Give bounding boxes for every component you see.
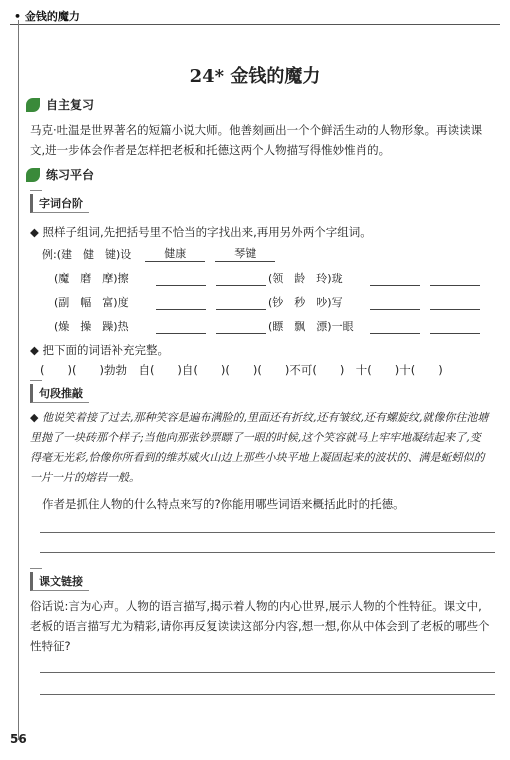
answer-blank[interactable] bbox=[370, 321, 420, 334]
word-item-text: (瞟 飘 漂)一眼 bbox=[268, 320, 354, 333]
example-row bbox=[42, 245, 275, 262]
answer-blank[interactable] bbox=[216, 297, 266, 310]
answer-blank[interactable] bbox=[216, 321, 266, 334]
answer-blank[interactable] bbox=[156, 321, 206, 334]
question-text: 作者是抓住人物的什么特点来写的?你能用哪些词语来概括此时的托德。 bbox=[42, 497, 405, 511]
section-practice bbox=[26, 166, 94, 183]
answer-line[interactable] bbox=[40, 672, 495, 673]
ciyu-instruction: ◆ 照样子组词,先把括号里不恰当的字找出来,再用另外两个字组词。 bbox=[30, 225, 372, 239]
answer-blank[interactable] bbox=[370, 273, 420, 286]
self-review-text: 马克·吐温是世界著名的短篇小说大师。他善刻画出一个个鲜活生动的人物形象。再读读课文,进一步体会作者是怎样把老板和托德这两个人物描写得惟妙惟肖的。 bbox=[30, 123, 483, 157]
section-title: 自主复习 bbox=[46, 98, 95, 112]
quoted-passage: ◆ 他说笑着接了过去,那种笑容是遍布满脸的,里面还有折纹,还有皱纹,还有螺旋纹,就像你往池塘里抛了一块砖那个样子;当他向那张钞票瞟了一眼的时候,这个笑容就马上牢牢地凝结起来了,变得毫无光彩,恰像你所看到的维苏威火山边上那些小块平地上凝固起来的波状的、满是蚯蚓似的一片一片的熔岩一般。 bbox=[30, 411, 489, 484]
answer-blank[interactable] bbox=[430, 273, 480, 286]
header-rule bbox=[10, 24, 500, 25]
word-item-text: (副 幅 富)度 bbox=[54, 296, 129, 309]
answer-line[interactable] bbox=[40, 532, 495, 533]
margin-rule bbox=[18, 20, 19, 740]
section-self-review bbox=[26, 96, 94, 113]
fill-row: ( )( )勃勃 自( )自( )( )( )不可( ) 十( )十( ) bbox=[40, 363, 443, 377]
leaf-icon bbox=[26, 98, 40, 112]
word-item-text: (魔 磨 摩)擦 bbox=[54, 272, 129, 285]
answer-line[interactable] bbox=[40, 694, 495, 695]
word-item bbox=[268, 318, 480, 334]
word-item bbox=[54, 294, 266, 310]
word-item bbox=[54, 318, 266, 334]
running-header: • 金钱的魔力 bbox=[14, 10, 80, 23]
answer-blank[interactable] bbox=[430, 321, 480, 334]
answer-blank[interactable] bbox=[156, 297, 206, 310]
example-prefix: 例:(建 健 键)设 bbox=[42, 248, 132, 261]
answer-line[interactable] bbox=[40, 552, 495, 553]
lesson-title: 24* 金钱的魔力 bbox=[189, 66, 321, 87]
fill-instruction: ◆ 把下面的词语补充完整。 bbox=[30, 343, 169, 357]
page-number: 56 bbox=[10, 732, 27, 746]
word-item-text: (钞 秒 吵)写 bbox=[268, 296, 343, 309]
word-item bbox=[54, 270, 266, 286]
example-answer-2: 琴键 bbox=[215, 245, 275, 262]
word-item bbox=[268, 294, 480, 310]
section-title: 练习平台 bbox=[46, 168, 95, 182]
answer-blank[interactable] bbox=[156, 273, 206, 286]
leaf-icon bbox=[26, 168, 40, 182]
answer-blank[interactable] bbox=[430, 297, 480, 310]
answer-blank[interactable] bbox=[216, 273, 266, 286]
word-item-text: (领 龄 玲)珑 bbox=[268, 272, 343, 285]
word-item bbox=[268, 270, 480, 286]
subsection-label-judaun: 句段推敲 bbox=[30, 384, 89, 403]
kewen-text: 俗话说:言为心声。人物的语言描写,揭示着人物的内心世界,展示人物的个性特征。课文中,老板的语言描写尤为精彩,请你再反复读读这部分内容,想一想,你从中体会到了老板的哪些个性特征? bbox=[30, 599, 490, 653]
answer-blank[interactable] bbox=[370, 297, 420, 310]
example-answer-1: 健康 bbox=[145, 245, 205, 262]
subsection-label-ciyu: 字词台阶 bbox=[30, 194, 89, 213]
word-item-text: (燥 操 躁)热 bbox=[54, 320, 129, 333]
subsection-label-kewen: 课文链接 bbox=[30, 572, 89, 591]
